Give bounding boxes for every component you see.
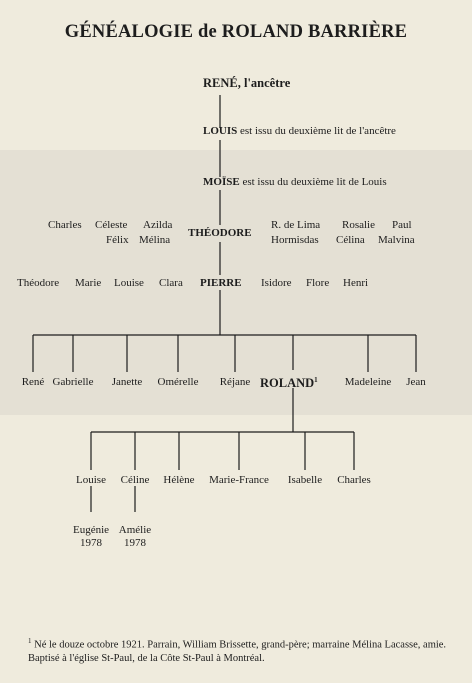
sibling-hormisdas: Hormisdas bbox=[271, 234, 319, 246]
footnote-mark: 1 bbox=[28, 637, 32, 645]
roland bbox=[260, 374, 318, 390]
child-louise: Louise bbox=[76, 474, 106, 486]
sibling-rene: René bbox=[21, 376, 45, 388]
grandchild-amelie bbox=[110, 524, 160, 550]
sibling-henri: Henri bbox=[343, 277, 369, 289]
moise-name: MOÏSE bbox=[203, 176, 240, 188]
grandchild-name: Eugénie bbox=[72, 524, 110, 536]
sibling-flore: Flore bbox=[306, 277, 330, 289]
sibling-marie: Marie bbox=[75, 277, 102, 289]
sibling-felix: Félix bbox=[106, 234, 129, 246]
sibling-malvina: Malvina bbox=[378, 234, 415, 246]
roland-footnote-mark: 1 bbox=[314, 376, 318, 384]
moise-entry bbox=[203, 176, 387, 189]
louis-entry bbox=[203, 125, 396, 138]
sibling-omerelle: Omérelle bbox=[157, 376, 199, 388]
child-helene: Hélène bbox=[163, 474, 195, 486]
sibling-madeleine: Madeleine bbox=[344, 376, 392, 388]
grandchild-name: Amélie bbox=[118, 524, 152, 536]
sibling-celeste: Céleste bbox=[95, 219, 128, 231]
page-title: GÉNÉALOGIE de ROLAND BARRIÈRE bbox=[64, 22, 408, 42]
sibling-melina: Mélina bbox=[139, 234, 171, 246]
sibling-celina: Célina bbox=[336, 234, 365, 246]
sibling-clara: Clara bbox=[159, 277, 183, 289]
sibling-paul: Paul bbox=[392, 219, 412, 231]
pierre: PIERRE bbox=[200, 277, 242, 289]
sibling-louise: Louise bbox=[114, 277, 144, 289]
ancestor-rene: RENÉ, l'ancêtre bbox=[203, 76, 291, 90]
footnote-text: Né le douze octobre 1921. Parrain, William Brissette, grand-père; marraine Mélina Lacasse, amie. Baptisé à l'église St-Paul, de la Côte St-Paul à Montréal. bbox=[28, 639, 447, 664]
sibling-rejane: Réjane bbox=[219, 376, 251, 388]
sibling-charles: Charles bbox=[48, 219, 82, 231]
sibling-theodore: Théodore bbox=[17, 277, 60, 289]
sibling-janette: Janette bbox=[111, 376, 143, 388]
child-charles: Charles bbox=[337, 474, 371, 486]
roland-name: ROLAND bbox=[260, 376, 315, 391]
theodore: THÉODORE bbox=[188, 227, 252, 239]
child-celine: Céline bbox=[120, 474, 150, 486]
grandchild-year: 1978 bbox=[80, 537, 102, 549]
sibling-azilda: Azilda bbox=[143, 219, 173, 231]
sibling-isidore: Isidore bbox=[261, 277, 292, 289]
footnote bbox=[28, 635, 453, 666]
moise-note: est issu du deuxième lit de Louis bbox=[242, 176, 387, 188]
grandchild-year: 1978 bbox=[124, 537, 146, 549]
louis-note: est issu du deuxième lit de l'ancêtre bbox=[240, 125, 396, 137]
sibling-gabrielle: Gabrielle bbox=[52, 376, 94, 388]
child-isabelle: Isabelle bbox=[287, 474, 323, 486]
sibling-jean: Jean bbox=[406, 376, 426, 388]
louis-name: LOUIS bbox=[203, 125, 238, 137]
sibling-rosalie: Rosalie bbox=[342, 219, 375, 231]
sibling-r-de-lima: R. de Lima bbox=[271, 219, 321, 231]
child-marie-france: Marie-France bbox=[209, 474, 269, 486]
